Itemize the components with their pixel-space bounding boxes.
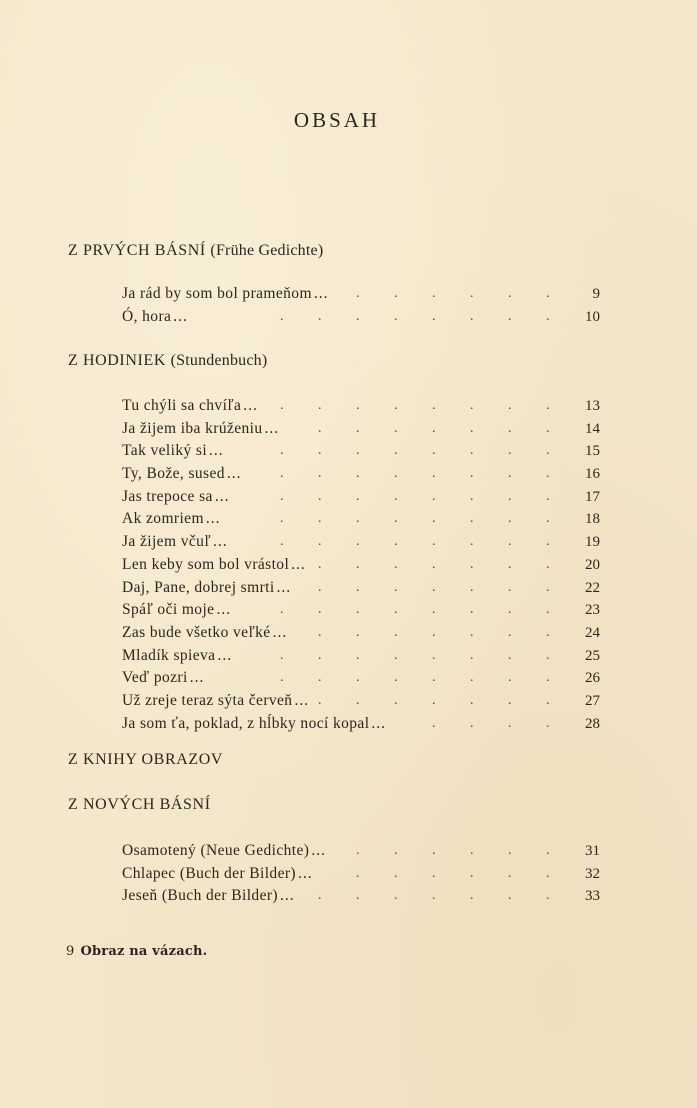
section-heading-title: Z KNIHY OBRAZOV xyxy=(68,751,224,768)
entry-page-number: 33 xyxy=(585,888,600,905)
leader-dot: . xyxy=(280,443,284,459)
leader-dot: . xyxy=(508,865,512,881)
entry-title: Zas bude všetko veľké xyxy=(122,623,271,641)
leader-dot: . xyxy=(470,624,474,640)
entry-title: Mladík spieva xyxy=(122,646,216,664)
leader-dot: . xyxy=(470,843,474,858)
entry-ellipsis: ... xyxy=(217,646,233,664)
entry-page-number: 16 xyxy=(585,466,600,483)
leader-dot: . xyxy=(470,286,474,301)
leader-dot: . xyxy=(356,647,360,663)
leader-dot: . xyxy=(470,670,474,686)
section-heading-title: Z HODINIEK xyxy=(68,352,166,369)
entry-title: Ak zomriem xyxy=(122,510,204,528)
entry-page-number: 31 xyxy=(585,843,600,859)
leader-dot: . xyxy=(318,308,322,324)
entry-ellipsis: ... xyxy=(209,442,224,460)
leader-dot: . xyxy=(432,670,436,686)
section-heading xyxy=(68,796,211,814)
leader-dot: . xyxy=(508,715,512,731)
entry-page-number: 27 xyxy=(585,692,600,709)
toc-entry[interactable] xyxy=(122,486,600,509)
leader-dot: . xyxy=(546,865,550,881)
leader-dot: . xyxy=(356,865,360,881)
toc-entry[interactable] xyxy=(122,554,600,577)
leader-dot: . xyxy=(508,670,512,686)
leader-dot: . xyxy=(280,398,284,413)
leader-dot: . xyxy=(280,511,284,527)
leader-dot: . xyxy=(470,888,474,904)
leader-dot: . xyxy=(546,624,550,640)
leader-dot: . xyxy=(546,579,550,595)
entry-list xyxy=(122,395,600,735)
entry-ellipsis: ... xyxy=(189,669,205,687)
toc-entry[interactable] xyxy=(122,622,600,645)
leader-dot: . xyxy=(356,308,360,324)
leader-dot: . xyxy=(432,466,436,482)
leader-dot: . xyxy=(356,488,360,504)
leader-dot: . xyxy=(432,647,436,663)
entry-title: Veď pozri xyxy=(122,669,188,687)
section-heading-title: Z PRVÝCH BÁSNÍ xyxy=(68,242,206,259)
leader-dot: . xyxy=(470,579,474,595)
leader-dot: . xyxy=(470,398,474,413)
footnote-text: Obraz na vázach. xyxy=(80,944,208,959)
page-title: OBSAH xyxy=(293,108,381,132)
footnote-number: 9 xyxy=(66,944,75,959)
entry-list xyxy=(122,840,600,908)
entry-title: Tak veliký si xyxy=(122,442,208,460)
leader-dot: . xyxy=(318,624,322,640)
entry-title: Spáľ oči moje xyxy=(122,601,215,619)
entry-page-number: 14 xyxy=(585,420,600,437)
section-heading xyxy=(68,352,267,370)
leader-dot: . xyxy=(508,420,512,436)
leader-dot: . xyxy=(546,466,550,482)
leader-dot: . xyxy=(470,420,474,436)
entry-ellipsis: ... xyxy=(311,842,326,859)
leader-dot: . xyxy=(470,715,474,731)
entry-page-number: 15 xyxy=(585,443,600,460)
leader-dot: . xyxy=(280,647,284,663)
leader-dot: . xyxy=(508,647,512,663)
section-heading xyxy=(68,751,223,769)
leader-dot: . xyxy=(470,692,474,708)
toc-entry[interactable] xyxy=(122,863,600,886)
entry-page-number: 26 xyxy=(585,670,600,687)
entry-ellipsis: ... xyxy=(216,601,232,619)
leader-dot: . xyxy=(394,692,398,708)
leader-dot: . xyxy=(508,466,512,482)
leader-dot: . xyxy=(280,670,284,686)
leader-dot: . xyxy=(318,579,322,595)
leader-dot: . xyxy=(432,579,436,595)
toc-entry[interactable] xyxy=(122,283,600,306)
leader-dot: . xyxy=(356,692,360,708)
leader-dot: . xyxy=(394,888,398,904)
leader-dot: . xyxy=(470,308,474,324)
leader-dot: . xyxy=(394,647,398,663)
entry-page-number: 22 xyxy=(585,579,600,596)
leader-dot: . xyxy=(432,534,436,550)
leader-dot: . xyxy=(280,466,284,482)
entry-ellipsis: ... xyxy=(276,578,292,596)
entry-page-number: 17 xyxy=(585,488,600,505)
leader-dot: . xyxy=(546,715,550,731)
toc-entry[interactable] xyxy=(122,840,600,863)
leader-dot: . xyxy=(546,443,550,459)
entry-ellipsis: ... xyxy=(272,623,288,641)
leader-dot: . xyxy=(356,602,360,618)
entry-ellipsis: ... xyxy=(294,691,310,709)
entry-ellipsis: ... xyxy=(264,419,280,437)
toc-entry[interactable] xyxy=(122,463,600,486)
entry-ellipsis: ... xyxy=(371,714,387,732)
leader-dot: . xyxy=(356,443,360,459)
entry-ellipsis: ... xyxy=(173,307,188,325)
entry-title: Ja žijem včuľ xyxy=(122,533,211,551)
leader-dot: . xyxy=(356,466,360,482)
entry-ellipsis: ... xyxy=(212,533,228,551)
leader-dot: . xyxy=(546,286,550,301)
leader-dot: . xyxy=(394,511,398,527)
toc-entry[interactable] xyxy=(122,508,600,531)
leader-dot: . xyxy=(394,865,398,881)
leader-dot: . xyxy=(470,865,474,881)
leader-dot: . xyxy=(546,692,550,708)
leader-dot: . xyxy=(356,888,360,904)
entry-title: Už zreje teraz sýta červeň xyxy=(122,691,293,709)
entry-page-number: 28 xyxy=(585,715,600,732)
leader-dot: . xyxy=(318,398,322,413)
leader-dot: . xyxy=(318,534,322,550)
leader-dot: . xyxy=(470,443,474,459)
leader-dot: . xyxy=(508,308,512,324)
leader-dot: . xyxy=(546,670,550,686)
leader-dot: . xyxy=(432,308,436,324)
entry-page-number: 10 xyxy=(585,308,600,325)
leader-dot: . xyxy=(318,556,322,572)
leader-dot: . xyxy=(394,579,398,595)
section-heading-subtitle: (Frühe Gedichte) xyxy=(210,242,324,259)
leader-dot: . xyxy=(432,286,436,301)
leader-dot: . xyxy=(432,420,436,436)
leader-dot: . xyxy=(470,511,474,527)
entry-title: Ty, Bože, sused xyxy=(122,465,225,483)
leader-dot: . xyxy=(318,670,322,686)
leader-dot: . xyxy=(508,843,512,858)
leader-dot: . xyxy=(508,692,512,708)
entry-title: Ja žijem iba krúženiu xyxy=(122,419,263,437)
leader-dot: . xyxy=(394,534,398,550)
leader-dot: . xyxy=(394,420,398,436)
leader-dot: . xyxy=(356,420,360,436)
leader-dot: . xyxy=(508,579,512,595)
leader-dot: . xyxy=(432,888,436,904)
leader-dot: . xyxy=(508,488,512,504)
leader-dot: . xyxy=(546,556,550,572)
entry-list xyxy=(122,283,600,328)
leader-dot: . xyxy=(432,692,436,708)
leader-dot: . xyxy=(470,488,474,504)
toc-entry[interactable] xyxy=(122,440,600,463)
leader-dot: . xyxy=(432,843,436,858)
toc-entry[interactable] xyxy=(122,306,600,329)
leader-dot: . xyxy=(356,511,360,527)
leader-dot: . xyxy=(318,647,322,663)
leader-dot: . xyxy=(470,602,474,618)
leader-dot: . xyxy=(432,511,436,527)
entry-ellipsis: ... xyxy=(313,285,329,302)
toc-entry[interactable] xyxy=(122,667,600,690)
leader-dot: . xyxy=(508,556,512,572)
leader-dot: . xyxy=(394,398,398,413)
leader-dot: . xyxy=(356,534,360,550)
leader-dot: . xyxy=(432,398,436,413)
toc-entry[interactable] xyxy=(122,418,600,441)
entry-page-number: 13 xyxy=(585,398,600,414)
leader-dot: . xyxy=(318,443,322,459)
entry-ellipsis: ... xyxy=(226,465,242,483)
leader-dot: . xyxy=(318,488,322,504)
leader-dot: . xyxy=(356,843,360,858)
leader-dot: . xyxy=(508,534,512,550)
leader-dot: . xyxy=(470,466,474,482)
entry-title: Daj, Pane, dobrej smrti xyxy=(122,578,275,596)
leader-dot: . xyxy=(508,286,512,301)
leader-dot: . xyxy=(318,692,322,708)
leader-dot: . xyxy=(470,556,474,572)
leader-dot: . xyxy=(280,488,284,504)
entry-page-number: 20 xyxy=(585,556,600,573)
toc-entry[interactable] xyxy=(122,599,600,622)
leader-dot: . xyxy=(508,511,512,527)
leader-dot: . xyxy=(470,534,474,550)
leader-dot: . xyxy=(356,286,360,301)
leader-dot: . xyxy=(318,888,322,904)
leader-dot: . xyxy=(546,534,550,550)
leader-dot: . xyxy=(546,308,550,324)
leader-dot: . xyxy=(508,602,512,618)
leader-dot: . xyxy=(394,308,398,324)
leader-dot: . xyxy=(508,443,512,459)
toc-entry[interactable] xyxy=(122,395,600,418)
leader-dot: . xyxy=(546,511,550,527)
toc-entry[interactable] xyxy=(122,885,600,908)
leader-dot: . xyxy=(356,579,360,595)
toc-entry[interactable] xyxy=(122,713,600,736)
leader-dot: . xyxy=(394,286,398,301)
entry-title: Ja rád by som bol prameňom xyxy=(122,285,312,302)
leader-dot: . xyxy=(508,624,512,640)
leader-dot: . xyxy=(356,624,360,640)
leader-dot: . xyxy=(394,443,398,459)
section-heading xyxy=(68,242,323,260)
toc-entry[interactable] xyxy=(122,690,600,713)
leader-dot: . xyxy=(394,602,398,618)
leader-dot: . xyxy=(280,602,284,618)
entry-page-number: 25 xyxy=(585,647,600,664)
leader-dot: . xyxy=(432,865,436,881)
entry-title: Ja som ťa, poklad, z hĺbky nocí kopal xyxy=(122,714,370,732)
leader-dot: . xyxy=(356,556,360,572)
leader-dot: . xyxy=(432,488,436,504)
leader-dot: . xyxy=(356,670,360,686)
entry-title: Tu chýli sa chvíľa xyxy=(122,397,242,414)
leader-dot: . xyxy=(280,308,284,324)
footnote xyxy=(66,944,207,959)
leader-dot: . xyxy=(356,398,360,413)
entry-page-number: 19 xyxy=(585,534,600,551)
leader-dot: . xyxy=(394,488,398,504)
leader-dot: . xyxy=(546,647,550,663)
entry-ellipsis: ... xyxy=(279,887,295,905)
leader-dot: . xyxy=(432,715,436,731)
entry-title: Jas trepoce sa xyxy=(122,487,213,505)
leader-dot: . xyxy=(470,647,474,663)
entry-page-number: 23 xyxy=(585,602,600,619)
entry-ellipsis: ... xyxy=(291,555,306,573)
leader-dot: . xyxy=(394,670,398,686)
section-heading-subtitle: (Stundenbuch) xyxy=(170,352,268,369)
entry-title: Jeseň (Buch der Bilder) xyxy=(122,887,278,905)
leader-dot: . xyxy=(432,602,436,618)
leader-dot: . xyxy=(546,843,550,858)
entry-ellipsis: ... xyxy=(205,510,221,528)
leader-dot: . xyxy=(394,556,398,572)
leader-dot: . xyxy=(280,534,284,550)
leader-dot: . xyxy=(432,556,436,572)
leader-dot: . xyxy=(508,398,512,413)
leader-dot: . xyxy=(394,624,398,640)
section-heading-title: Z NOVÝCH BÁSNÍ xyxy=(68,796,211,813)
entry-page-number: 18 xyxy=(585,511,600,528)
leader-dot: . xyxy=(432,443,436,459)
toc-entry[interactable] xyxy=(122,645,600,668)
leader-dot: . xyxy=(318,420,322,436)
entry-page-number: 9 xyxy=(592,286,600,302)
entry-page-number: 32 xyxy=(585,865,600,882)
entry-ellipsis: ... xyxy=(297,864,313,882)
leader-dot: . xyxy=(546,888,550,904)
toc-entry[interactable] xyxy=(122,577,600,600)
entry-title: Len keby som bol vrástol xyxy=(122,555,290,573)
leader-dot: . xyxy=(546,420,550,436)
leader-dot: . xyxy=(394,466,398,482)
leader-dot: . xyxy=(318,466,322,482)
leader-dot: . xyxy=(508,888,512,904)
entry-title: Osamotený (Neue Gedichte) xyxy=(122,842,310,859)
leader-dot: . xyxy=(394,843,398,858)
entry-title: Ó, hora xyxy=(122,307,172,325)
entry-title: Chlapec (Buch der Bilder) xyxy=(122,864,296,882)
leader-dot: . xyxy=(318,602,322,618)
entry-ellipsis: ... xyxy=(243,397,258,414)
leader-dot: . xyxy=(546,398,550,413)
leader-dot: . xyxy=(546,488,550,504)
leader-dot: . xyxy=(432,624,436,640)
entry-ellipsis: ... xyxy=(214,487,230,505)
leader-dot: . xyxy=(546,602,550,618)
leader-dot: . xyxy=(318,511,322,527)
toc-entry[interactable] xyxy=(122,531,600,554)
entry-page-number: 24 xyxy=(585,624,600,641)
